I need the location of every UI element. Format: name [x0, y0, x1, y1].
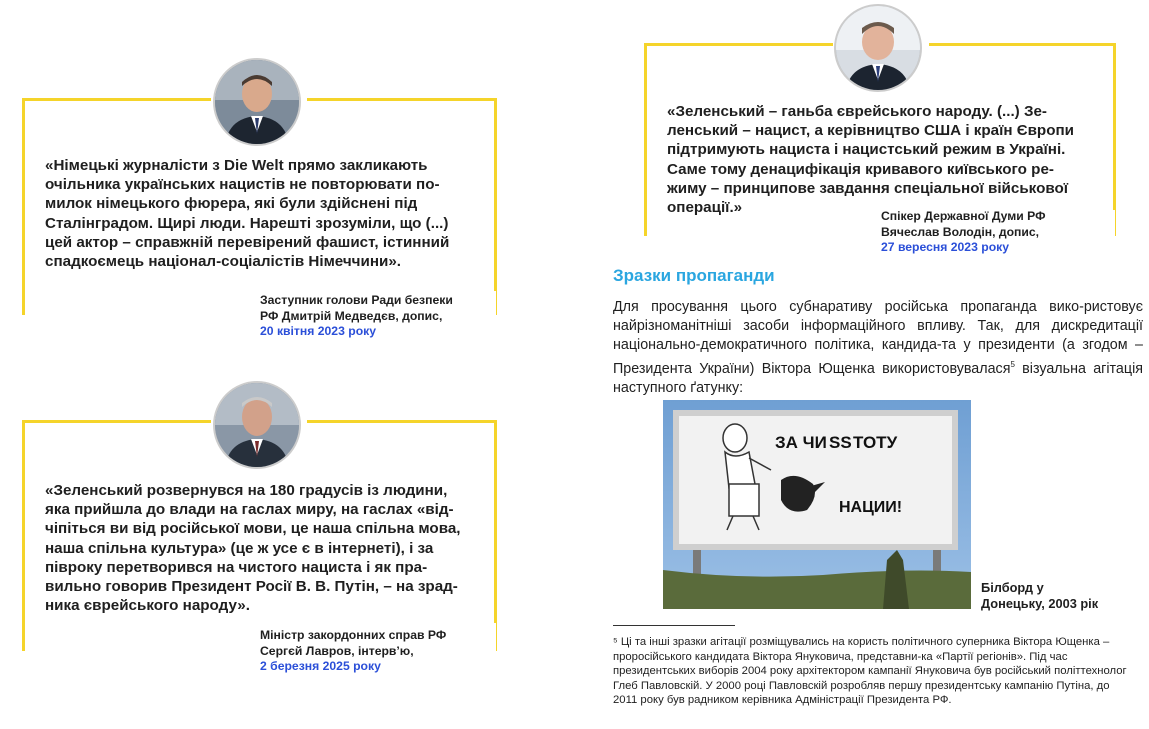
footnote-divider — [613, 625, 735, 626]
quote-2-author-role: Міністр закордонних справ РФ — [260, 628, 447, 642]
section-heading: Зразки пропаганди — [613, 266, 775, 285]
billboard-ss-mark: SS — [829, 433, 852, 452]
billboard-slogan-1: ЗА ЧИ — [775, 433, 827, 452]
portrait-lavrov-icon — [213, 381, 301, 469]
quote-1-author-role: Заступник голови Ради безпеки — [260, 293, 453, 307]
quote-3-author-role: Спікер Державної Думи РФ — [881, 209, 1046, 223]
quote-1-date: 20 квітня 2023 року — [260, 324, 377, 338]
quote-1-attribution — [260, 293, 500, 340]
billboard-caption-line2: Донецьку, 2003 рік — [981, 596, 1099, 611]
quote-2-text: «Зеленський розвернувся на 180 градусів із людини, яка прийшла до влади на гаслах миру, на гаслах «від- чіпіться ви від російської мови, це наша спільна мова, наша спільна культура» (це ж усе є в інтернеті), і за півроку перетворився на чистого нациста і як пра- вильно говорив Президент Росії В. В. Путін, – на зрад- ника єврейського народу». — [45, 482, 461, 615]
billboard-slogan-2: НАЦИИ! — [839, 499, 903, 516]
quote-3-date: 27 вересня 2023 року — [881, 240, 1010, 254]
footnote-ref[interactable]: 5 — [1010, 360, 1015, 369]
section-body-end: візуальна агітація наступного ґатунку: — [613, 360, 1143, 396]
quote-1-text: «Німецькі журналісти з Die Welt прямо закликають очільника українських нацистів не повторювати по- милок німецького фюрера, які були здійснені під Сталінградом. Щирі люди. Нарешті зрозуміли, що (...) цей актор – справжній перевірений фашист, істинний спадкоємець націонал-соціалістів Німеччини». — [45, 157, 450, 271]
quote-2-author-name: Сергєй Лавров, інтерв’ю, — [260, 643, 414, 658]
footnote-text: ⁵ Ці та інші зразки агітації розміщувались на користь політичного суперника Віктора Ющенка – проросійського кандидата Віктора Януковича, представни-ка «Партії регіонів». Під час президентських виборів 2004 року архітектором кампанії Януковича був російський політтехнолог Глеб Павловскій. У 2000 році Павловскій розробляв першу президентську кампанію Путіна, до 2011 року був радником керівника Адміністрації Президента РФ. — [613, 636, 1127, 707]
billboard-slogan-1-end: ТОТУ — [853, 433, 898, 452]
billboard-photo — [663, 400, 971, 609]
quote-1-author-name: РФ Дмитрій Медведєв, допис, — [260, 308, 443, 323]
billboard-caption-line1: Білборд у — [981, 580, 1044, 595]
section-body — [613, 298, 1143, 398]
quote-3-author-name: Вячеслав Володін, допис, — [881, 224, 1040, 239]
portrait-medvedev-icon — [213, 58, 301, 146]
quote-3-attribution — [881, 209, 1121, 256]
billboard-caption — [981, 580, 1098, 612]
section-body-main: Для просування цього субнаративу російська пропаганда вико-ристовує найрізноманітніші засоби інформаційного впливу. Так, для дискредитації національно-демократичного політика, кандида-та у президенти (а згодом – Президента України) Віктора Ющенка використовувалася — [613, 299, 1143, 377]
quote-3-text: «Зеленський – ганьба єврейського народу. (...) Зе- ленський – нацист, а керівництво США і країн Європи підтримують нациста і нацистський режим в Україні. Саме тому денацифікація кривавого київського ре- жиму – принципове завдання спеціальної військової операції.» — [667, 103, 1074, 217]
quote-2-date: 2 березня 2025 року — [260, 659, 381, 673]
portrait-volodin-icon — [834, 4, 922, 92]
quote-2-attribution — [260, 628, 500, 675]
